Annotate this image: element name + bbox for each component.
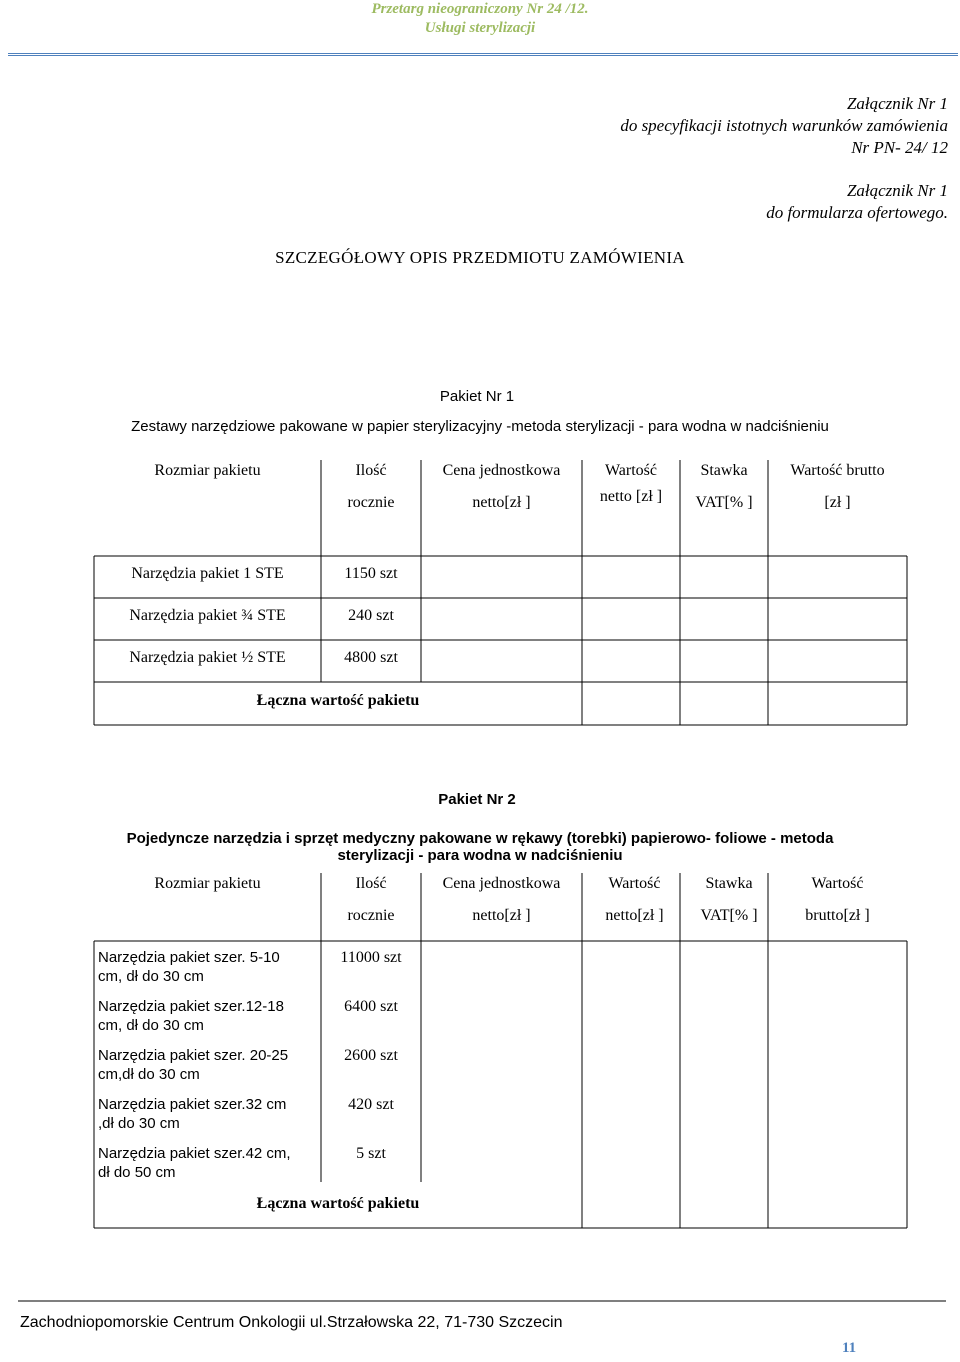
col-line: Stawka [705,875,753,892]
name-line: Narzędzia pakiet szer.42 cm, [98,1145,291,1162]
p1-row-name: Narzędzia pakiet ¾ STE [129,607,286,624]
package2-title: Pakiet Nr 2 [438,791,516,808]
p1-row-qty: 240 szt [348,607,394,624]
p2-col-net-value [582,874,687,926]
name-line: ,dł do 30 cm [98,1115,180,1132]
page-title: SZCZEGÓŁOWY OPIS PRZEDMIOTU ZAMÓWIENIA [275,248,685,267]
p1-row-name: Narzędzia pakiet 1 STE [131,565,284,582]
annex-line: do formularza ofertowego. [766,203,948,222]
annex-line: Nr PN- 24/ 12 [851,138,948,157]
p2-row-qty: 6400 szt [344,998,398,1015]
name-line: Narzędzia pakiet szer.12-18 [98,998,284,1015]
package1-title: Pakiet Nr 1 [439,388,515,405]
col-line: [zł ] [824,494,851,511]
name-line: cm, dł do 30 cm [98,968,204,985]
p2-col-size: Rozmiar pakietu [154,875,261,892]
name-line: cm,dł do 30 cm [98,1066,200,1083]
page-number: 11 [842,1340,857,1356]
name-line: dł do 50 cm [98,1164,176,1181]
col-line: Stawka [700,462,748,479]
p2-col-unit-price [421,874,582,926]
p2-total-label: Łączna wartość pakietu [256,1195,420,1212]
footer-divider [18,1300,946,1302]
p2-col-vat [680,874,778,926]
p1-col-size: Rozmiar pakietu [154,462,261,479]
col-line: netto[zł ] [472,907,531,924]
p2-row-name [98,948,320,986]
p2-row-name [98,1046,320,1084]
col-line: Wartość [608,875,661,892]
p1-total-label: Łączna wartość pakietu [256,692,420,709]
col-line: Ilość [355,462,387,479]
col-line: rocznie [347,907,395,924]
col-line: netto[zł ] [605,907,664,924]
col-line: netto [zł ] [599,488,663,505]
p2-row-name [98,1095,320,1133]
annex-line: do specyfikacji istotnych warunków zamówienia [620,116,948,135]
p2-col-gross-value [768,874,907,926]
annex-line: Załącznik Nr 1 [846,94,948,113]
name-line: cm, dł do 30 cm [98,1017,204,1034]
name-line: Narzędzia pakiet szer. 5-10 [98,949,280,966]
col-line: Ilość [355,875,387,892]
col-line: netto[zł ] [472,494,531,511]
name-line: Narzędzia pakiet szer.32 cm [98,1096,287,1113]
p2-row-name [98,1144,320,1182]
p1-row-qty: 1150 szt [344,565,398,582]
col-line: rocznie [347,494,395,511]
package2-description: Pojedyncze narzędzia i sprzęt medyczny pakowane w rękawy (torebki) papierowo- foliowe - metoda sterylizacji - para wodna w nadciśnieniu [126,830,834,864]
p2-row-qty: 5 szt [356,1145,386,1162]
p1-row-qty: 4800 szt [344,649,398,666]
p2-row-qty: 2600 szt [344,1047,398,1064]
p2-row-qty: 11000 szt [340,949,402,966]
p2-col-qty [321,874,421,926]
col-line: Wartość brutto [790,462,885,479]
col-line: Wartość [811,875,864,892]
p1-row-name: Narzędzia pakiet ½ STE [129,649,286,666]
col-line: Cena jednostkowa [442,875,561,892]
tender-subject: Usługi sterylizacji [424,20,536,36]
col-line: VAT[% ] [695,494,753,511]
tender-number: Przetarg nieograniczony Nr 24 /12. [371,1,589,17]
p2-row-name [98,997,320,1035]
name-line: Narzędzia pakiet szer. 20-25 [98,1047,289,1064]
p2-row-qty: 420 szt [348,1096,394,1113]
annex-line: Załącznik Nr 1 [846,181,948,200]
footer-organization: Zachodniopomorskie Centrum Onkologii ul.Strzałowska 22, 71-730 Szczecin [20,1314,563,1331]
col-line: brutto[zł ] [805,907,870,924]
package1-description: Zestawy narzędziowe pakowane w papier sterylizacyjny -metoda sterylizacji - para wodna w nadciśnieniu [131,418,829,435]
col-line: Wartość [604,462,658,479]
col-line: Cena jednostkowa [442,462,561,479]
col-line: VAT[% ] [700,907,758,924]
